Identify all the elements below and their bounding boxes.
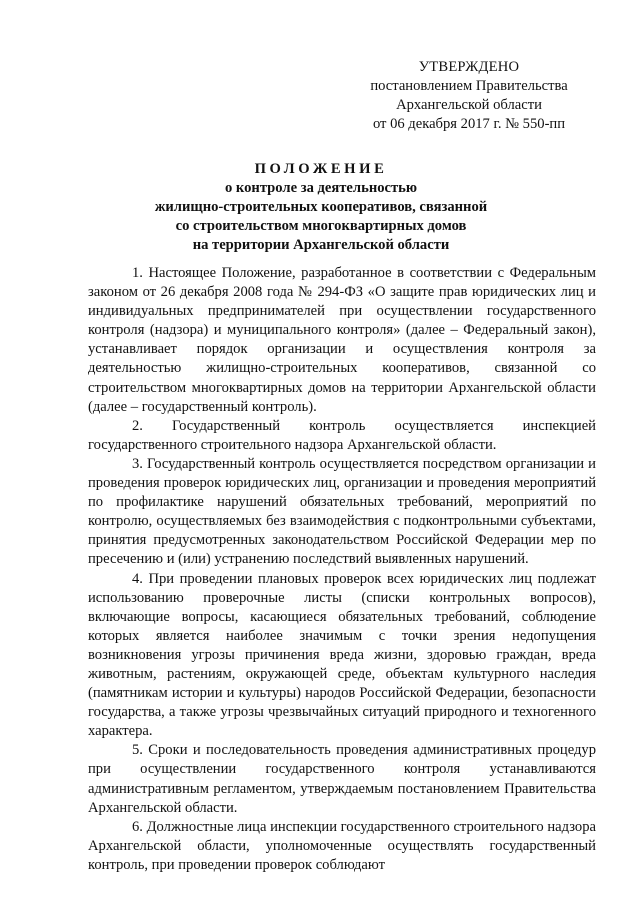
approval-block [354,58,584,134]
title-line-3: со строительством многоквартирных домов [175,218,467,234]
paragraph-6: 6. Должностные лица инспекции государственного строительного надзора Архангельской области, уполномоченные осуществлять государственный контроль, при проведении проверок соблюдают [88,818,596,873]
title-line-4: на территории Архангельской области [192,237,450,253]
approval-region-line: Архангельской области [396,97,542,113]
paragraph-4: 4. При проведении плановых проверок всех юридических лиц подлежат использованию проверочные листы (списки контрольных вопросов), включающие вопросы, касающиеся обязательных требований, соблюдение которых является наиболее значимым с точки зрения недопущения возникновения угрозы причинения вреда жизни, здоровью граждан, вреда животным, растениям, окружающей среде, объектам культурного наследия (памятникам истории и культуры) народов Российской Федерации, безопасности государства, а также угрозы чрезвычайных ситуаций природного и техногенного характера. [88,570,596,740]
approval-decree-line: постановлением Правительства [370,78,568,94]
approval-date-line: от 06 декабря 2017 г. № 550-пп [372,116,566,132]
document-title [88,160,554,255]
paragraph-3: 3. Государственный контроль осуществляется посредством организации и проведения проверок юридических лиц, организации и проведения мероприятий по профилактике нарушений обязательных требований, мероприятий по контролю, осуществляемых без взаимодействия с подконтрольными субъектами, принятия предусмотренных законодательством Российской Федерации мер по пресечению и (или) устранению последствий выявленных нарушений. [88,455,596,568]
title-line-2: жилищно-строительных кооперативов, связанной [154,199,488,215]
title-line-1: о контроле за деятельностью [224,180,418,196]
approval-heading: УТВЕРЖДЕНО [418,59,520,75]
paragraph-5: 5. Сроки и последовательность проведения административных процедур при осуществлении государственного контроля устанавливаются административным регламентом, утверждаемым постановлением Правительства Архангельской области. [88,742,596,816]
paragraph-1: 1. Настоящее Положение, разработанное в соответствии с Федеральным законом от 26 декабря 2008 года № 294-ФЗ «О защите прав юридических лиц и индивидуальных предпринимателей при осуществлении государственного контроля (надзора) и муниципального контроля» (далее – Федеральный закон), устанавливает порядок организации и осуществления контроля за деятельностью жилищно-строительных кооперативов, связанной со строительством многоквартирных домов на территории Архангельской области (далее – государственный контроль). [88,265,596,415]
document-body [88,264,596,875]
paragraph-2: 2. Государственный контроль осуществляется инспекцией государственного строительного надзора Архангельской области. [88,417,596,453]
title-heading: ПОЛОЖЕНИЕ [254,161,388,177]
